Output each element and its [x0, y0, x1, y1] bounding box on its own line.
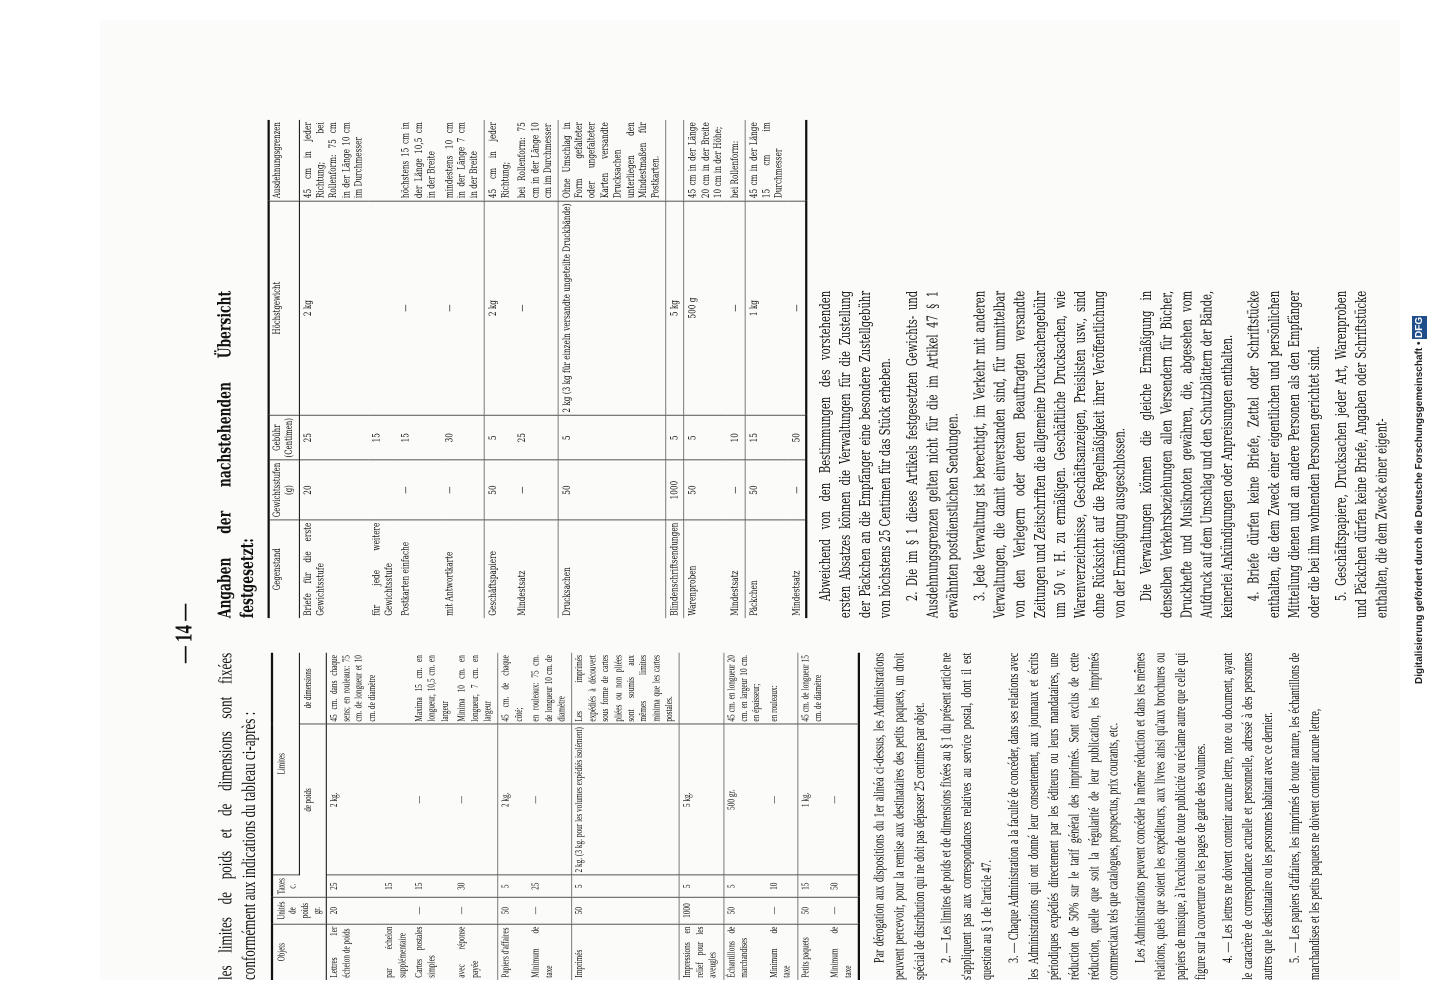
table-row — [558, 120, 666, 618]
table-cell: Mindestsatz — [788, 520, 806, 618]
table-cell: 15 — [412, 875, 455, 897]
table-cell: Minimum de taxe — [828, 924, 859, 980]
table-cell: Impressions en relief pour les aveugles — [680, 924, 724, 980]
table-cell: 2 kg. — [326, 724, 382, 875]
table-cell: 5 — [680, 875, 724, 897]
table-cell: 500 gr. — [724, 724, 767, 875]
german-table — [268, 120, 808, 618]
table-row — [498, 653, 529, 980]
table-cell: 45 cm. de chaque côté; — [498, 653, 529, 725]
table-cell: 30 — [455, 875, 498, 897]
german-lead: Angaben der nachstehenden Übersicht festgesetzt: — [213, 290, 258, 619]
table-cell — [382, 897, 412, 924]
col-taxes: Taxes c. — [271, 875, 326, 897]
table-cell: Mindestsatz — [729, 570, 742, 616]
paragraph: Les Administrations peuvent concéder la même réduction et dans les mêmes relations, quels que soient les expéditeurs, aux livres ainsi qu'aux brochures ou papiers de musique, à l'exclusion de toute publicité ou réclame autre que celle qui figure sur la couverture ou les pages de garde des volumes. — [1131, 652, 1209, 980]
table-cell: Maxima 15 cm. en longueur, 10,5 cm. en largeur — [412, 653, 455, 725]
col-ausdehnungsgrenzen: Ausdehnungsgrenzen — [269, 120, 299, 201]
table-row — [665, 120, 683, 618]
table-cell: Minimum de taxe — [769, 926, 794, 978]
french-lead: les limites de poids et de dimensions sont fixées conformément aux indications du tableau ci-après : — [214, 652, 260, 980]
french-column — [214, 653, 1332, 980]
table-cell: 45 cm in jeder Richtung; bei Rollenform: 75 cm in der Länge 10 cm im Durchmesser — [299, 120, 368, 201]
page-number: — 14 — — [168, 603, 197, 664]
table-cell: 50 — [797, 897, 828, 924]
table-cell: 25 — [529, 875, 572, 897]
paragraph: 3. — Chaque Administration a la faculté de concéder, dans ses relations avec les Administrations qui ont donné leur consentement, aux journaux et écrits périodiques expédiés directement par les éditeurs ou leurs mandataires, une réduction de 50% sur le tarif général des imprimés. Sont exclus de cette réduction, quelle que soit la régularité de leur publication, les imprimés commerciaux tels que catalogues, prospectus, prix courants, etc. — [1004, 652, 1122, 980]
table-row — [797, 653, 828, 980]
table-cell: 50 — [684, 460, 727, 520]
table-cell — [665, 120, 683, 201]
table-cell: höchstens 15 cm in der Länge 10,5 cm in der Breite — [398, 120, 441, 201]
table-cell: — — [412, 724, 455, 875]
table-cell: 2 kg (3 kg für einzeln versandte ungeteilte Druckbände) — [558, 201, 666, 416]
table-cell: — — [529, 724, 572, 875]
table-cell: 500 g — [684, 201, 727, 416]
table-row — [767, 653, 798, 980]
table-row — [326, 653, 382, 980]
table-cell: Ohne Umschlag in Form gefalteter oder ungefalteter Karten versandte Drucksachen unterliegen den Mindestmaßen für Postkarten. — [558, 120, 666, 201]
paragraph: Par dérogation aux dispositions du 1er alinéa ci-dessus, les Administrations peuvent percevoir, pour la remise aux destinataires des petits paquets, un droit spécial de distribution qui ne doit pas dépasser 25 centimes par objet. — [870, 652, 928, 980]
table-cell: Päckchen — [745, 520, 788, 618]
paragraph: 4. — Les lettres ne doivent contenir aucune lettre, note ou document, ayant le caractère de correspondance actuelle et personnelle, adressé à des personnes autres que le destinataire ou les personnes habitant avec ce dernier. — [1218, 652, 1276, 980]
col-objets: Objets — [271, 924, 326, 980]
table-cell: Imprimés — [572, 924, 680, 980]
table-row — [382, 653, 412, 980]
table-row — [368, 120, 398, 618]
table-cell: 45 cm. dans chaque sens; en rouleaux: 75 cm. de longueur et 10 cm. de diamètre — [326, 653, 382, 725]
table-cell: 20 — [299, 460, 368, 520]
table-cell: — — [514, 460, 557, 520]
table-cell: 50 — [558, 460, 666, 520]
table-cell: Postkarten einfache — [400, 541, 413, 616]
table-cell: — — [727, 460, 745, 520]
table-cell: 50 — [724, 897, 767, 924]
col-de-dimensions: de dimensions — [299, 653, 326, 725]
table-cell: — — [441, 201, 484, 416]
german-column — [213, 122, 1400, 619]
table-cell: — — [455, 724, 498, 875]
table-cell: — — [412, 897, 455, 924]
table-cell: — — [529, 897, 572, 924]
table-cell: 1000 — [665, 460, 683, 520]
table-cell: mindestens 10 cm in der Länge 7 cm in der Breite — [441, 120, 484, 201]
table-cell: bei Rollenform: 75 cm in der Länge 10 cm im Durchmesser — [514, 120, 557, 201]
table-cell — [788, 120, 806, 201]
table-cell: — — [441, 460, 484, 520]
table-cell: 45 cm in der Länge 15 cm im Durchmesser — [745, 120, 788, 201]
paragraph: 5. Geschäftspapiere, Drucksachen jeder Art, Warenproben und Päckchen dürfen keine Briefe, Angaben oder Schriftstücke enthalten, die dem Zweck einer eigent- — [1333, 290, 1391, 619]
col-gegenstand: Gegenstand — [269, 520, 299, 618]
table-cell: — — [727, 201, 745, 416]
table-cell: 25 — [514, 415, 557, 460]
french-table — [270, 653, 860, 980]
table-cell: 45 cm in jeder Richtung; — [484, 120, 515, 201]
table-cell: 15 — [398, 415, 441, 460]
table-cell: Lettres 1er échelon de poids — [328, 926, 353, 978]
table-cell: 1000 — [680, 897, 724, 924]
table-cell — [368, 120, 398, 201]
table-cell: Cartes postales simples — [414, 926, 439, 978]
col-gebuehr: Gebühr (Centimen) — [269, 415, 299, 460]
table-cell: 5 — [724, 875, 767, 897]
table-row — [724, 653, 767, 980]
table-cell: Warenproben — [684, 520, 727, 618]
table-row — [745, 120, 788, 618]
table-cell: Minima 10 cm. en longueur, 7 cm. en largeur — [455, 653, 498, 725]
table-cell: Mindestsatz — [516, 570, 529, 616]
table-cell: 15 — [368, 415, 398, 460]
table-cell: — — [788, 460, 806, 520]
table-cell: 50 — [745, 460, 788, 520]
table-row — [455, 653, 498, 980]
table-cell: 2 kg. (3 kg. pour les volumes expédiés isolément) — [572, 724, 680, 875]
french-paragraphs — [869, 653, 1324, 980]
paragraph: 3. Jede Verwaltung ist berechtigt, im Verkehr mit anderen Verwaltungen, die damit einverstanden sind, für unmittelbar von den Verlegern oder deren Beauftragten versandte Zeitungen und Zeitschriften die allgemeine Drucksachengebühr um 50 v. H. zu ermäßigen. Geschäftliche Drucksachen, wie Warenverzeichnisse, Geschäftsanzeigen, Preislisten usw., sind ohne Rücksicht auf die Regelmäßigkeit ihrer Veröffentlichung von der Ermäßigung ausgeschlossen. — [971, 290, 1130, 619]
scanned-page — [100, 20, 1400, 980]
digitization-footer — [1412, 10, 1428, 990]
table-cell: 10 — [727, 415, 745, 460]
table-cell — [382, 724, 412, 875]
table-cell: 15 — [797, 875, 828, 897]
table-cell: 2 kg — [484, 201, 515, 416]
col-gewichtsstufen: Gewichtsstufen (g) — [269, 460, 299, 520]
table-cell: 2 kg — [299, 201, 368, 416]
table-cell: 20 — [326, 897, 382, 924]
table-cell: 25 — [299, 415, 368, 460]
table-row — [680, 653, 724, 980]
table-row — [484, 120, 515, 618]
col-de-poids: de poids — [299, 724, 326, 875]
table-cell: 50 — [572, 897, 680, 924]
table-row — [828, 653, 859, 980]
table-row — [398, 120, 441, 618]
table-cell: 5 — [665, 415, 683, 460]
footer-text: Digitalisierung gefördert durch die Deutsche Forschungsgemeinschaft • — [1414, 341, 1425, 685]
table-cell: Minimum de taxe — [530, 926, 555, 978]
rotated-content — [160, 122, 1434, 980]
table-cell: 5 — [498, 875, 529, 897]
table-cell: Échantillons de marchandises — [724, 924, 767, 980]
table-cell: — — [398, 460, 441, 520]
german-paragraphs — [817, 291, 1393, 618]
paragraph: 5. — Les papiers d'affaires, les imprimés de toute nature, les échantillons de marchandises et les petits paquets ne doivent contenir aucune lettre, — [1285, 652, 1323, 980]
table-cell: 45 cm. en longueur 20 cm. en largeur 10 cm. en épaisseur; — [724, 653, 767, 725]
table-cell — [368, 460, 398, 520]
table-row — [529, 653, 572, 980]
table-cell: Geschäftspapiere — [484, 520, 515, 618]
table-cell — [368, 201, 398, 416]
table-cell: 5 — [484, 415, 515, 460]
table-cell: — — [788, 201, 806, 416]
table-row — [572, 653, 680, 980]
table-cell: — — [514, 201, 557, 416]
table-row — [727, 120, 745, 618]
table-cell: 1 kg — [745, 201, 788, 416]
table-cell: 5 — [558, 415, 666, 460]
table-cell: 2 kg. — [498, 724, 529, 875]
table-cell: 45 cm in der Länge 20 cm in der Breite 10 cm in der Höhe; — [684, 120, 727, 201]
paragraph: Abweichend von den Bestimmungen des vorstehenden ersten Absatzes können die Verwaltungen für die Zustellung der Päckchen an die Empfänger eine besondere Zustellgebühr von höchstens 25 Centimen für das Stück erheben. — [817, 290, 895, 619]
paragraph: 2. Die im § 1 dieses Artikels festgesetzten Gewichts- und Ausdehnungsgrenzen gelten nicht für die im Artikel 47 § 1 erwähnten postdienstlichen Sendungen. — [904, 290, 962, 619]
table-cell: — — [455, 897, 498, 924]
table-cell: 50 — [828, 875, 859, 897]
table-cell — [680, 653, 724, 725]
table-row — [299, 120, 368, 618]
col-hoechstgewicht: Höchstgewicht — [269, 201, 299, 416]
paragraph: 4. Briefe dürfen keine Briefe, Zettel oder Schriftstücke enthalten, die dem Zweck einer eigentlichen und persönlichen Mitteilung dienen und an andere Personen als den Empfänger oder die bei ihm wohnenden Personen gerichtet sind. — [1246, 290, 1324, 619]
table-row — [441, 120, 484, 618]
table-cell: Petits paquets — [797, 924, 828, 980]
table-row — [684, 120, 727, 618]
table-cell: Blindenschriftsendungen — [665, 520, 683, 618]
table-row — [514, 120, 557, 618]
table-cell: 15 — [382, 875, 412, 897]
table-cell: en rouleaux: 75 cm. de longueur 10 cm. de diamètre — [529, 653, 572, 725]
table-cell: Briefe für die erste Gewichtsstufe — [301, 522, 327, 616]
table-cell: 50 — [498, 897, 529, 924]
table-cell: 5 — [572, 875, 680, 897]
table-cell — [828, 653, 859, 725]
table-cell: 5 — [684, 415, 727, 460]
table-cell: — — [828, 724, 859, 875]
table-cell — [382, 653, 412, 725]
table-cell: 50 — [788, 415, 806, 460]
table-cell: Papiers d'affaires — [498, 924, 529, 980]
table-cell: 5 kg — [665, 201, 683, 416]
dfg-logo: DFG — [1414, 316, 1425, 338]
table-cell: Les imprimés expédiés à découvert sous forme de cartes pliées ou non pliées sont soumis aux mêmes limites minima que les cartes postales. — [572, 653, 680, 725]
table-cell: par échelon supplémentaire — [384, 926, 409, 978]
col-limites: Limites — [271, 653, 299, 875]
table-row — [788, 120, 806, 618]
table-cell: Drucksachen — [558, 520, 666, 618]
table-row — [412, 653, 455, 980]
table-cell: 50 — [484, 460, 515, 520]
table-cell: 1 kg. — [797, 724, 828, 875]
table-cell: — — [828, 897, 859, 924]
table-cell: — — [767, 724, 798, 875]
table-cell: für jede weitere Gewichtsstufe — [370, 522, 396, 616]
paragraph: Die Verwaltungen können die gleiche Ermäßigung in denselben Verkehrsbeziehungen allen Versendern für Bücher, Druckhefte und Musiknoten gewähren, die, abgesehen vom Aufdruck auf dem Umschlag und den Schutzblättern der Bände, keinerlei Ankündigungen oder Anpreisungen enthalten. — [1139, 290, 1237, 619]
table-cell: 10 — [767, 875, 798, 897]
table-cell: 15 — [745, 415, 788, 460]
table-cell: en rouleaux: — [767, 653, 798, 725]
table-cell: — — [767, 897, 798, 924]
table-cell: 25 — [326, 875, 382, 897]
table-cell: — — [398, 201, 441, 416]
table-cell: 5 kg. — [680, 724, 724, 875]
table-cell: avec réponse payée — [457, 926, 481, 978]
table-cell: mit Antwortkarte — [442, 551, 456, 616]
col-unites: Unités de poids gr. — [271, 897, 326, 924]
paragraph: 2. — Les limites de poids et de dimensions fixées au § 1 du présent article ne s'appliquent pas aux correspondances relatives au service postal, dont il est question au § 1 de l'article 47. — [937, 652, 995, 980]
table-cell: 45 cm. de longueur 15 cm. de diamètre — [797, 653, 828, 725]
table-cell: bei Rollenform: — [727, 120, 745, 201]
table-cell: 30 — [441, 415, 484, 460]
